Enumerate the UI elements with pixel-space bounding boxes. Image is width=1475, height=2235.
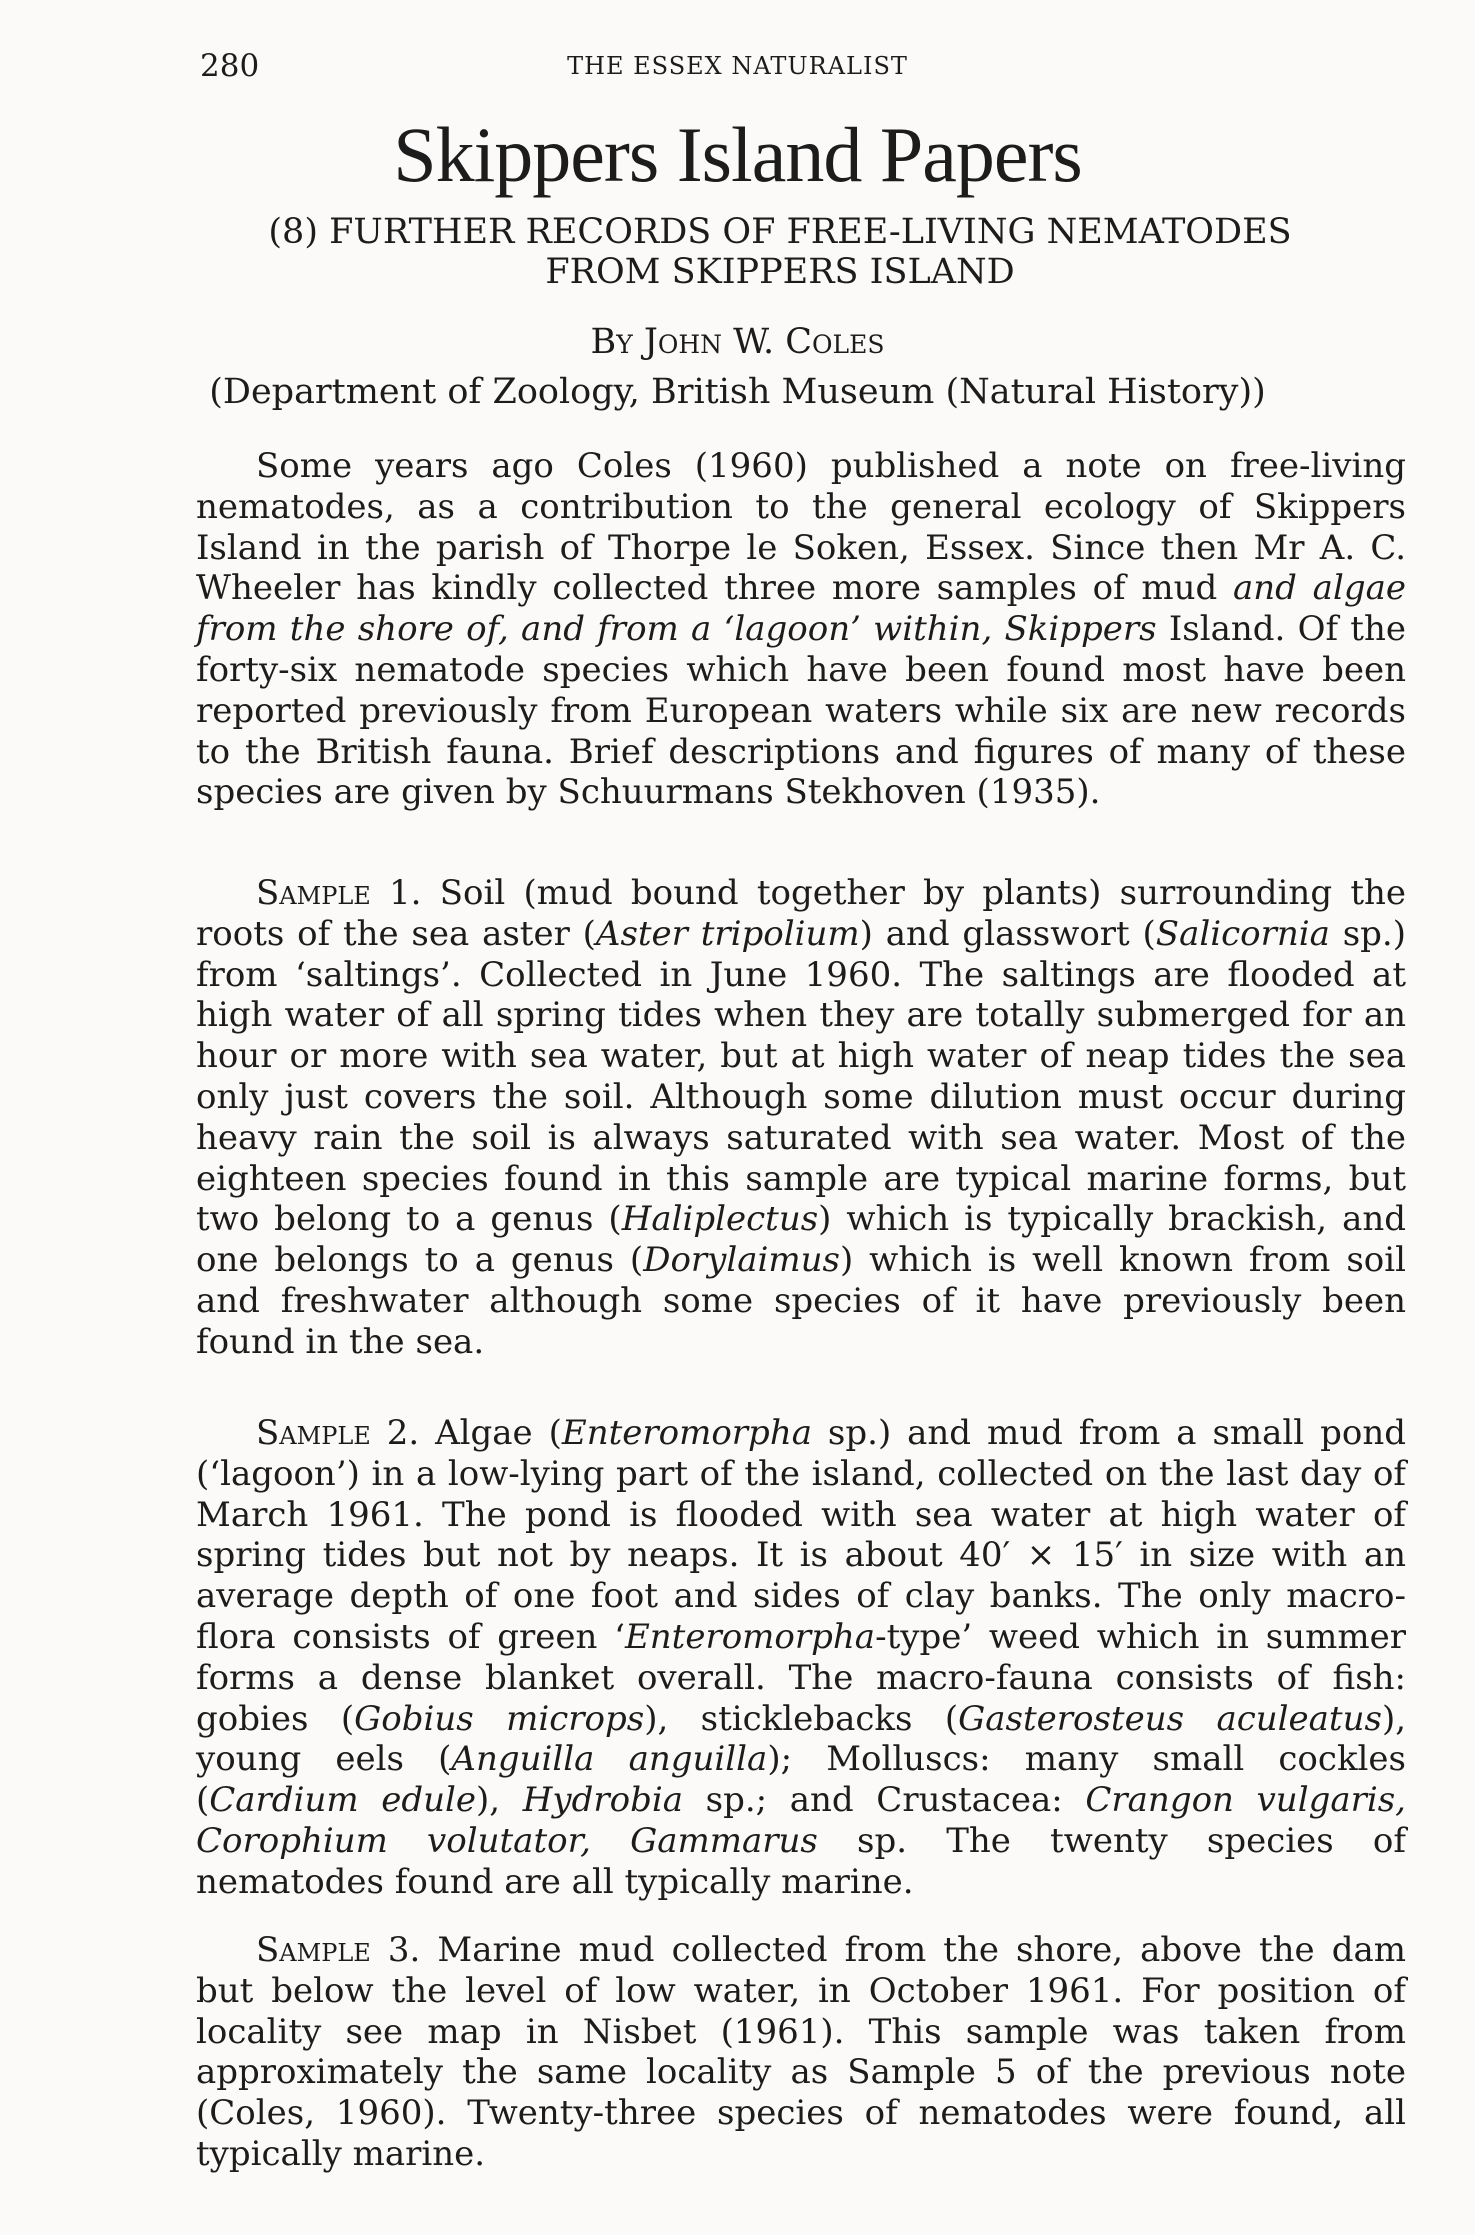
- sample-2-text: ),: [476, 1780, 523, 1821]
- genus-name: Dorylaimus: [643, 1240, 840, 1281]
- sample-2-text: Algae (: [419, 1413, 562, 1453]
- species-name: Gobius microps: [354, 1698, 645, 1739]
- sample-2-text: ), young eels (: [196, 1698, 1407, 1780]
- running-head: [0, 48, 1475, 88]
- sample-3-text: Marine mud collected from the shore, above the dam but below the level of low water, in October 1961. For position of locality see map in Nisbet (1961). This sample was taken from approximately the same locality as Sample 5 of the previous note (Coles, 1960). Twenty-three species of nematodes were found, all typically marine.: [196, 1930, 1406, 2174]
- species-name: Gasterosteus aculeatus: [958, 1698, 1382, 1739]
- sample-2-text: -type’ weed which in summer forms a dense blanket overall. The macro-fauna consists of fish: gobies (: [196, 1616, 1406, 1739]
- species-name: Aster tripolium: [595, 913, 860, 954]
- species-name: Enteromorpha: [624, 1616, 876, 1657]
- sample-1-text: sp.) from ‘saltings’. Collected in June 1960. The saltings are flooded at high water of all spring tides when they are totally submerged for an hour or more with sea water, but at high water of neap tides the sea only just covers the soil. Although some dilution must occur during heavy rain the soil is always saturated with sea water. Most of the eighteen species found in this sample are typical marine forms, but two belong to a genus (: [196, 913, 1407, 1240]
- sample-2-paragraph: [196, 1413, 1406, 1903]
- sample-1-paragraph: [196, 873, 1406, 1363]
- species-name: Enteromorpha: [561, 1413, 812, 1453]
- intro-text-2: Island. Of the forty-six nematode species which have been found most have been reported previously from European waters while six are new records to the British fauna. Brief descriptions and figures of many of these species are given by Schuurmans Stekhoven (1935).: [196, 609, 1406, 813]
- genus-name: Haliplectus: [621, 1199, 819, 1240]
- subtitle-line-2: FROM SKIPPERS ISLAND: [545, 252, 1015, 292]
- sample-1-text: ) which is well known from soil and freshwater although some species of it have previously been found in the sea.: [196, 1240, 1406, 1362]
- sample-3-paragraph: [196, 1930, 1406, 2175]
- intro-text-italic: and algae from the shore of, and from a ‘lagoon’ within, Skippers: [196, 568, 1406, 650]
- article-title: Skippers Island Papers: [393, 111, 1082, 198]
- sample-3-label: Sample 3.: [256, 1930, 421, 1970]
- intro-paragraph: [196, 446, 1406, 813]
- sample-2-text: sp.; and Crustacea:: [682, 1780, 1086, 1821]
- sample-1-text: ) and glasswort (: [859, 913, 1156, 954]
- sample-1-label: Sample 1.: [256, 873, 422, 913]
- sample-1-text: ) which is typically brackish, and one belongs to a genus (: [196, 1199, 1407, 1281]
- subtitle-line-1: (8) FURTHER RECORDS OF FREE-LIVING NEMATODES: [268, 212, 1292, 252]
- author-byline: By John W. Coles: [590, 322, 885, 362]
- sample-2-label: Sample 2.: [256, 1413, 420, 1453]
- author-affiliation: (Department of Zoology, British Museum (Natural History)): [209, 372, 1266, 412]
- species-name: Cardium edule: [209, 1780, 476, 1821]
- sample-1-text: Soil (mud bound together by plants) surrounding the roots of the sea aster (: [196, 873, 1406, 954]
- species-name: Salicornia: [1155, 913, 1330, 954]
- sample-2-text: ), sticklebacks (: [644, 1698, 959, 1739]
- sample-2-text: ); Molluscs: many small cockles (: [196, 1739, 1406, 1821]
- species-name: Hydrobia: [522, 1780, 683, 1821]
- intro-text-1: Some years ago Coles (1960) published a note on free-living nematodes, as a contribution to the general ecology of Skippers Island in the parish of Thorpe le Soken, Essex. Since then Mr A. C. Wheeler has kindly collected three more samples of mud: [196, 446, 1406, 609]
- sample-2-text: sp. The twenty species of nematodes found are all typically marine.: [196, 1820, 1406, 1902]
- article-subtitle: [150, 212, 1410, 292]
- journal-name: THE ESSEX NATURALIST: [567, 52, 908, 80]
- species-name: Anguilla anguilla: [451, 1739, 768, 1780]
- page-number: 280: [200, 48, 260, 84]
- species-name: Crangon vulgaris, Corophium volutator, Gammarus: [196, 1780, 1406, 1861]
- sample-2-text: sp.) and mud from a small pond (‘lagoon’) in a low-lying part of the island, collected on the last day of March 1961. The pond is flooded with sea water at high water of spring tides but not by neaps. It is about 40′ × 15′ in size with an average depth of one foot and sides of clay banks. The only macro-flora consists of green ‘: [196, 1413, 1406, 1657]
